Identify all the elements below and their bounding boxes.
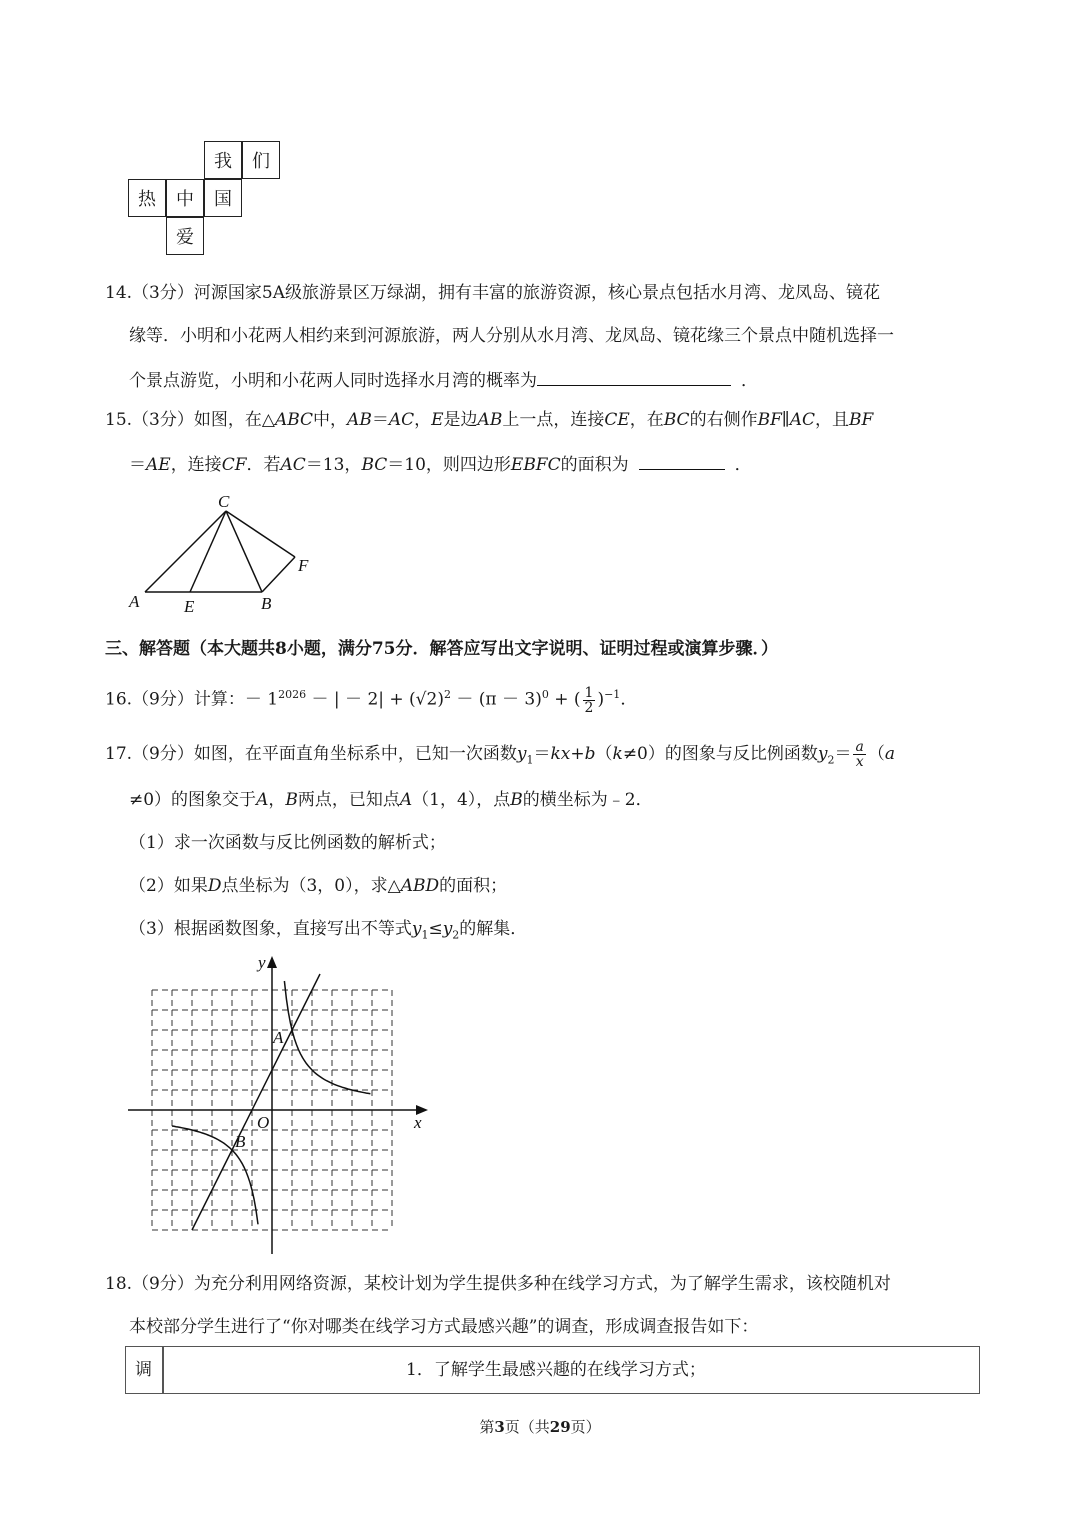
page-number: 3 <box>494 1418 505 1436</box>
net-cell: 热 <box>128 179 166 217</box>
label-f: F <box>298 556 309 575</box>
segment-ac <box>145 511 226 592</box>
graph-label-x: x <box>414 1113 422 1132</box>
q14-line3: 个景点游览，小明和小花两人同时选择水月湾的概率为 <box>129 371 537 391</box>
table-cell-left: 调 <box>135 1360 152 1380</box>
triangle-figure <box>120 485 330 620</box>
table-cell-right: 1．了解学生最感兴趣的在线学习方式； <box>406 1360 706 1380</box>
fraction-a-over-x: $\frac{a}{x}$ <box>855 739 864 770</box>
linear-function-line <box>192 974 320 1230</box>
answer-blank[interactable] <box>639 451 725 470</box>
net-cell: 国 <box>204 179 242 217</box>
section-3-title: 三、解答题（本大题共8小题，满分75分．解答应写出文字说明、证明过程或演算步骤．） <box>105 639 778 659</box>
graph-label-b: B <box>235 1132 246 1151</box>
q17-sub-1: （1）求一次函数与反比例函数的解析式； <box>129 833 446 853</box>
graph-label-o: O <box>257 1113 270 1132</box>
label-a: A <box>129 592 140 611</box>
fraction-one-half: $\frac{1}{2}$ <box>584 684 594 716</box>
y-axis-arrow <box>267 956 277 968</box>
hyperbola-branch-q1 <box>284 981 370 1094</box>
total-pages: 29 <box>549 1418 571 1436</box>
q14-score: （3分） <box>132 283 194 303</box>
coordinate-graph <box>120 950 440 1260</box>
net-cell: 们 <box>242 141 280 179</box>
q14-line2: 缘等．小明和小花两人相约来到河源旅游，两人分别从水月湾、龙凤岛、镜花缘三个景点中随机选择一 <box>129 326 894 346</box>
answer-blank[interactable] <box>537 367 731 386</box>
graph-label-a: A <box>273 1028 284 1047</box>
net-cell: 爱 <box>166 217 204 255</box>
label-c: C <box>218 492 230 511</box>
label-e: E <box>184 597 195 616</box>
page-footer: 第3页（共29页） <box>479 1418 601 1436</box>
graph-label-y: y <box>258 953 266 972</box>
net-cell: 中 <box>166 179 204 217</box>
segment-bf <box>262 557 295 592</box>
cube-net <box>128 141 282 257</box>
segment-ce <box>190 511 226 592</box>
net-cell: 我 <box>204 141 242 179</box>
survey-table <box>125 1346 980 1394</box>
question-16: 16.（9分）计算：－ $1^{2026}$ － | － $2| + (√2)^2 - (\pi - 3)^0$ + ( $\frac{1}{2}$ )$^{-1}$． <box>105 684 638 716</box>
q14-line1: 河源国家5A级旅游景区万绿湖，拥有丰富的旅游资源，核心景点包括水月湾、龙凤岛、镜花 <box>193 283 880 303</box>
q14-number: 14. <box>105 283 133 303</box>
label-b: B <box>261 594 272 613</box>
